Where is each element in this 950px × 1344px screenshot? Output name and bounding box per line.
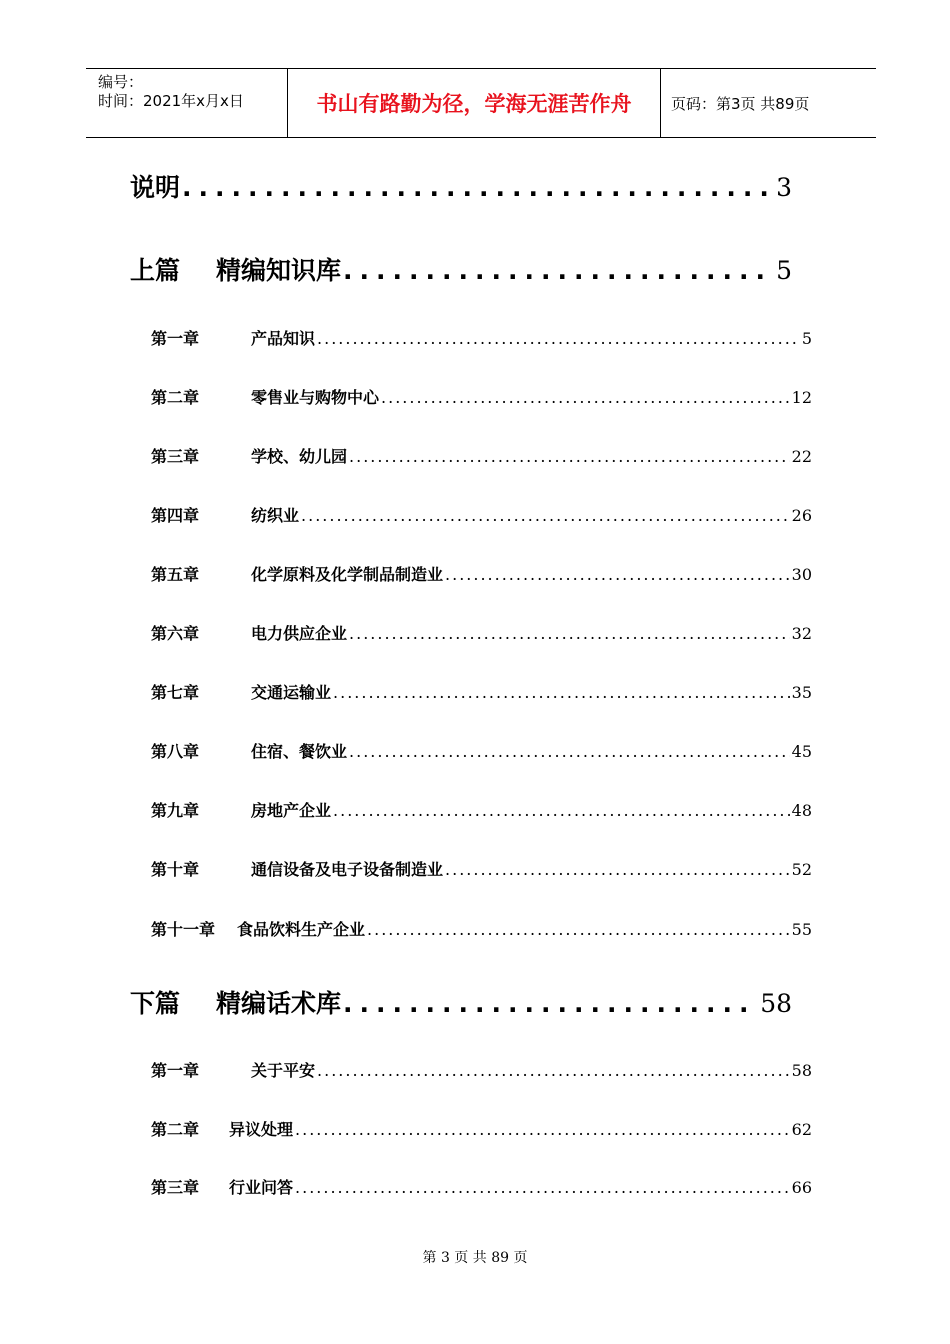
toc-chapter: 第一章	[151, 329, 200, 348]
toc-title: 精编知识库	[216, 256, 342, 285]
toc-page: 45	[791, 742, 812, 761]
toc-entry[interactable]	[151, 1175, 812, 1197]
toc-page: 62	[791, 1120, 812, 1139]
toc-leader	[182, 173, 774, 202]
toc-entry[interactable]	[151, 621, 812, 643]
toc-title: 说明	[130, 173, 181, 202]
toc-leader	[349, 742, 790, 761]
page-footer: 第 3 页 共 89 页	[422, 1250, 528, 1266]
toc-entry[interactable]	[130, 168, 792, 202]
toc-chapter: 第四章	[151, 506, 200, 525]
toc-page: 55	[791, 920, 812, 939]
toc-entry[interactable]	[151, 857, 812, 879]
toc-page: 58	[791, 1061, 812, 1080]
toc-title: 通信设备及电子设备制造业	[251, 860, 444, 879]
toc-leader	[445, 860, 790, 879]
toc-entry[interactable]	[151, 562, 812, 584]
toc-page: 12	[791, 388, 812, 407]
page-info-text: 页码：第3页 共89页	[671, 94, 810, 113]
toc-chapter: 第九章	[151, 801, 200, 820]
toc-chapter: 第三章	[151, 447, 200, 466]
toc-leader	[295, 1120, 790, 1139]
toc-leader	[317, 329, 800, 348]
toc-title: 化学原料及化学制品制造业	[251, 565, 444, 584]
toc-chapter: 第六章	[151, 624, 200, 643]
toc-title: 电力供应企业	[251, 624, 348, 643]
toc-chapter: 第十章	[151, 860, 200, 879]
toc-leader	[445, 565, 790, 584]
toc-title: 行业问答	[229, 1178, 294, 1197]
toc-entry[interactable]	[151, 326, 812, 348]
toc-title: 住宿、餐饮业	[251, 742, 348, 761]
toc-page: 22	[791, 447, 812, 466]
toc-leader	[343, 989, 758, 1018]
toc-part: 上篇	[130, 256, 181, 285]
toc-leader	[333, 683, 790, 702]
toc-leader	[295, 1178, 790, 1197]
toc-title: 学校、幼儿园	[251, 447, 348, 466]
toc-page: 35	[791, 683, 812, 702]
toc-leader	[349, 447, 790, 466]
toc-title: 异议处理	[229, 1120, 294, 1139]
toc-leader	[333, 801, 790, 820]
toc-entry[interactable]	[151, 503, 812, 525]
toc-page: 58	[760, 989, 792, 1018]
toc-title: 产品知识	[251, 329, 316, 348]
toc-title: 食品饮料生产企业	[237, 920, 366, 939]
toc-page: 48	[791, 801, 812, 820]
toc-entry[interactable]	[151, 444, 812, 466]
number-label: 编号：	[98, 73, 144, 91]
toc-page: 5	[776, 256, 792, 285]
toc-title: 关于平安	[251, 1061, 316, 1080]
toc-page: 26	[791, 506, 812, 525]
toc-chapter: 第五章	[151, 565, 200, 584]
toc-entry[interactable]	[151, 917, 812, 939]
toc-chapter: 第七章	[151, 683, 200, 702]
toc-chapter: 第二章	[151, 1120, 200, 1139]
header-meta	[86, 69, 288, 137]
toc-chapter: 第八章	[151, 742, 200, 761]
toc-page: 5	[801, 329, 812, 348]
toc-leader	[301, 506, 790, 525]
toc-leader	[317, 1061, 790, 1080]
toc-chapter: 第三章	[151, 1178, 200, 1197]
toc-entry[interactable]	[151, 739, 812, 761]
toc-page: 66	[791, 1178, 812, 1197]
toc-page: 52	[791, 860, 812, 879]
toc-title: 精编话术库	[216, 989, 342, 1018]
toc-title: 纺织业	[251, 506, 300, 525]
toc-leader	[343, 256, 774, 285]
toc-title: 交通运输业	[251, 683, 332, 702]
header-page-info	[661, 69, 876, 137]
page-header	[86, 68, 876, 138]
toc-page: 3	[776, 173, 792, 202]
toc-entry[interactable]	[151, 680, 812, 702]
toc-entry[interactable]	[130, 251, 792, 285]
toc-page: 32	[791, 624, 812, 643]
toc-title: 零售业与购物中心	[251, 388, 380, 407]
toc-chapter: 第一章	[151, 1061, 200, 1080]
toc-page: 30	[791, 565, 812, 584]
toc-entry[interactable]	[151, 798, 812, 820]
toc-leader	[381, 388, 790, 407]
toc-chapter: 第二章	[151, 388, 200, 407]
header-motto: 书山有路勤为径，学海无涯苦作舟	[288, 69, 661, 137]
toc-chapter: 第十一章	[151, 920, 216, 939]
toc-leader	[349, 624, 790, 643]
toc-entry[interactable]	[151, 1117, 812, 1139]
toc-entry[interactable]	[130, 984, 792, 1018]
time-label: 时间：2021年x月x日	[98, 92, 244, 110]
toc-leader	[367, 920, 790, 939]
toc-part: 下篇	[130, 989, 181, 1018]
toc-title: 房地产企业	[251, 801, 332, 820]
toc-entry[interactable]	[151, 385, 812, 407]
toc-entry[interactable]	[151, 1058, 812, 1080]
